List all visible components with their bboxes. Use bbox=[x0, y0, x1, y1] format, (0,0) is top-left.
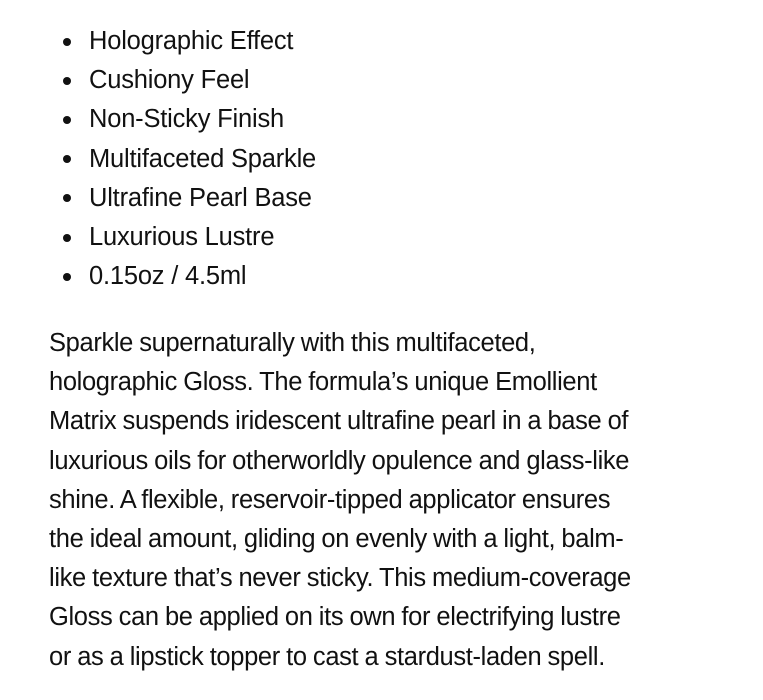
bullet-icon bbox=[63, 38, 71, 46]
description-line: the ideal amount, gliding on evenly with a light, balm- bbox=[49, 525, 624, 554]
bullet-icon bbox=[63, 234, 71, 242]
feature-item: 0.15oz / 4.5ml bbox=[61, 257, 316, 296]
description-line: Matrix suspends iridescent ultrafine pearl in a base of bbox=[49, 407, 629, 436]
bullet-icon bbox=[63, 273, 71, 281]
product-description bbox=[49, 324, 749, 677]
description-line: shine. A flexible, reservoir-tipped applicator ensures bbox=[49, 485, 611, 514]
feature-item: Cushiony Feel bbox=[61, 61, 316, 100]
description-line: like texture that’s never sticky. This medium-coverage bbox=[49, 564, 631, 593]
bullet-icon bbox=[63, 116, 71, 124]
description-line: luxurious oils for otherworldly opulence and glass-like bbox=[49, 446, 630, 475]
feature-item: Luxurious Lustre bbox=[61, 218, 316, 257]
description-line: Gloss can be applied on its own for electrifying lustre bbox=[49, 603, 621, 632]
feature-item: Ultrafine Pearl Base bbox=[61, 179, 316, 218]
description-line: or as a lipstick topper to cast a stardust-laden spell. bbox=[49, 642, 605, 671]
description-line: Sparkle supernaturally with this multifaceted, bbox=[49, 329, 536, 357]
description-line: holographic Gloss. The formula’s unique Emollient bbox=[49, 368, 597, 397]
bullet-icon bbox=[63, 155, 71, 163]
feature-item: Holographic Effect bbox=[61, 22, 316, 61]
bullet-icon bbox=[63, 194, 71, 202]
bullet-icon bbox=[63, 77, 71, 85]
feature-item: Multifaceted Sparkle bbox=[61, 140, 316, 179]
feature-list bbox=[61, 22, 316, 296]
feature-item: Non-Sticky Finish bbox=[61, 100, 316, 139]
